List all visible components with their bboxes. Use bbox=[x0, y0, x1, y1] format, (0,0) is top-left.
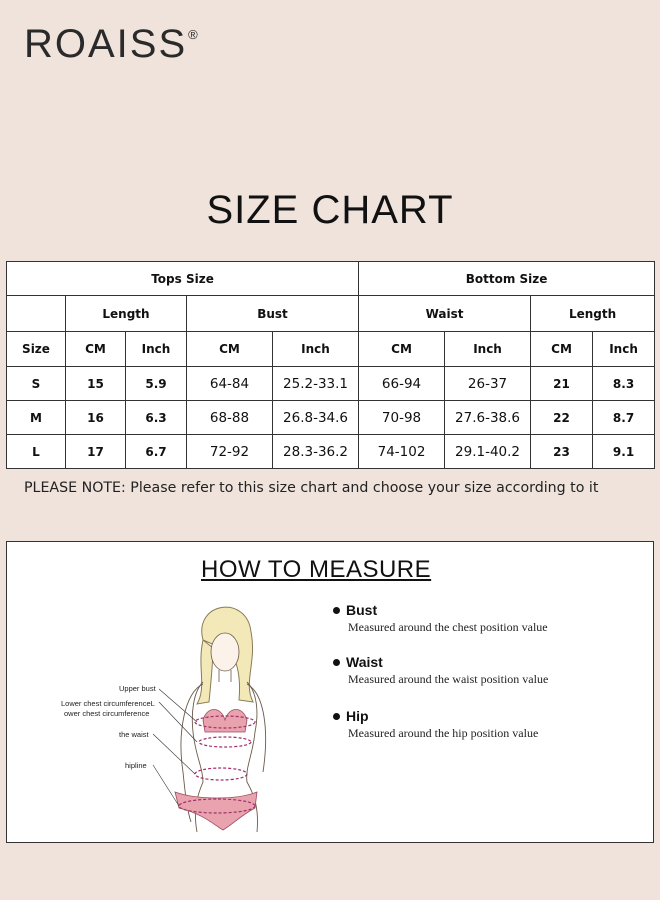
bottom-waist-header: Waist bbox=[359, 296, 531, 332]
table-cell: 26.8-34.6 bbox=[273, 401, 359, 435]
hipline-label: hipline bbox=[125, 761, 147, 770]
waist-item bbox=[333, 654, 548, 687]
table-cell: 22 bbox=[531, 401, 593, 435]
table-row bbox=[7, 435, 655, 469]
col-header: Inch bbox=[273, 332, 359, 367]
sub-header-row bbox=[7, 296, 655, 332]
table-cell: 6.3 bbox=[126, 401, 187, 435]
column-header-row bbox=[7, 332, 655, 367]
table-cell: 64-84 bbox=[187, 367, 273, 401]
table-cell: 25.2-33.1 bbox=[273, 367, 359, 401]
waist-label: the waist bbox=[119, 730, 149, 739]
bullet-icon bbox=[333, 713, 340, 720]
bottom-length-header: Length bbox=[531, 296, 655, 332]
table-cell: 70-98 bbox=[359, 401, 445, 435]
lower-chest-label-2: ower chest circumference bbox=[64, 709, 150, 718]
table-cell: 23 bbox=[531, 435, 593, 469]
col-header: CM bbox=[66, 332, 126, 367]
table-cell: 29.1-40.2 bbox=[445, 435, 531, 469]
col-header: CM bbox=[187, 332, 273, 367]
col-header: Inch bbox=[126, 332, 187, 367]
page-title: SIZE CHART bbox=[206, 188, 454, 232]
waist-label-heading: Waist bbox=[346, 654, 383, 670]
col-header: CM bbox=[531, 332, 593, 367]
table-row bbox=[7, 401, 655, 435]
table-cell: 16 bbox=[66, 401, 126, 435]
size-cell: M bbox=[7, 401, 66, 435]
bust-item bbox=[333, 602, 548, 635]
brand-name: ROAISS bbox=[24, 22, 188, 66]
tops-size-header: Tops Size bbox=[7, 262, 359, 296]
table-cell: 26-37 bbox=[445, 367, 531, 401]
bottom-size-header: Bottom Size bbox=[359, 262, 655, 296]
table-cell: 15 bbox=[66, 367, 126, 401]
col-header: Inch bbox=[445, 332, 531, 367]
figure-illustration bbox=[7, 582, 307, 840]
how-to-measure-panel bbox=[6, 541, 654, 843]
size-note: PLEASE NOTE: Please refer to this size chart and choose your size according to it bbox=[24, 480, 599, 496]
hip-label: Hip bbox=[346, 708, 369, 724]
registered-mark: ® bbox=[188, 26, 200, 42]
bullet-icon bbox=[333, 659, 340, 666]
bust-label: Bust bbox=[346, 602, 378, 618]
lower-chest-label: Lower chest circumferenceL bbox=[61, 699, 155, 708]
bust-description: Measured around the chest position value bbox=[348, 620, 548, 634]
table-cell: 28.3-36.2 bbox=[273, 435, 359, 469]
how-to-measure-title: HOW TO MEASURE bbox=[201, 556, 432, 583]
hip-description: Measured around the hip position value bbox=[348, 726, 539, 740]
table-row bbox=[7, 367, 655, 401]
table-cell: 68-88 bbox=[187, 401, 273, 435]
brand-logo bbox=[24, 22, 200, 67]
table-cell: 9.1 bbox=[593, 435, 655, 469]
size-table bbox=[6, 261, 655, 469]
table-cell: 17 bbox=[66, 435, 126, 469]
table-cell: 66-94 bbox=[359, 367, 445, 401]
table-cell: 6.7 bbox=[126, 435, 187, 469]
table-cell: 5.9 bbox=[126, 367, 187, 401]
table-cell: 74-102 bbox=[359, 435, 445, 469]
table-cell: 21 bbox=[531, 367, 593, 401]
table-cell: 8.3 bbox=[593, 367, 655, 401]
size-cell: S bbox=[7, 367, 66, 401]
blank-cell bbox=[7, 296, 66, 332]
tops-length-header: Length bbox=[66, 296, 187, 332]
upper-bust-label: Upper bust bbox=[119, 684, 156, 693]
table-cell: 72-92 bbox=[187, 435, 273, 469]
group-header-row bbox=[7, 262, 655, 296]
table-cell: 27.6-38.6 bbox=[445, 401, 531, 435]
col-header: Size bbox=[7, 332, 66, 367]
col-header: Inch bbox=[593, 332, 655, 367]
col-header: CM bbox=[359, 332, 445, 367]
tops-bust-header: Bust bbox=[187, 296, 359, 332]
table-cell: 8.7 bbox=[593, 401, 655, 435]
bullet-icon bbox=[333, 607, 340, 614]
waist-description: Measured around the waist position value bbox=[348, 672, 549, 686]
size-cell: L bbox=[7, 435, 66, 469]
hip-item bbox=[333, 708, 538, 741]
